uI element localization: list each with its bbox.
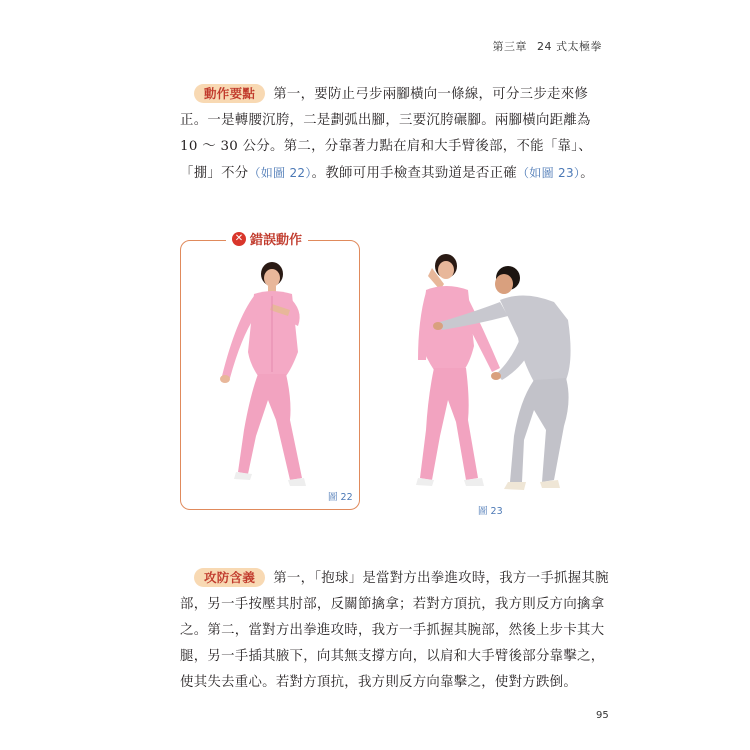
key-points-paragraph: [180, 82, 610, 187]
chapter-label: 第三章: [492, 40, 527, 53]
key-points-text-c: 。: [580, 166, 594, 181]
key-points-text-a: 第一，要防止弓步兩腳橫向一條線，可分三步走來修正。一是轉腰沉胯，二是劃弧出腳，三要沉胯碾腳。兩腳橫向距離為 10 ～ 30 公分。第二，分靠著力點在肩和大手臂後部，不能「靠」、「掤」不分: [180, 87, 592, 181]
key-points-text-b: 。教師可用手檢查其勁道是否正確: [311, 166, 517, 181]
figure-23-photo: [404, 250, 594, 500]
wrong-action-label: 錯誤動作: [250, 233, 303, 248]
figure-ref-22[interactable]: （如圖 22）: [248, 166, 312, 180]
x-circle-icon: ✕: [232, 232, 246, 246]
attack-defense-tag: 攻防含義: [194, 568, 265, 587]
chapter-title: 24 式太極拳: [537, 40, 602, 53]
page-number: 95: [596, 710, 609, 721]
figure-22-label: 圖 22: [328, 492, 353, 503]
attack-defense-paragraph: [180, 566, 610, 696]
running-header: [493, 38, 603, 54]
figure-ref-23[interactable]: （如圖 23）: [517, 166, 581, 180]
attack-defense-text: 第一，「抱球」是當對方出拳進攻時，我方一手抓握其腕部，另一手按壓其肘部，反關節擒拿；若對方頂抗，我方則反方向擒拿之。第二，當對方出拳進攻時，我方一手抓握其腕部，然後上步卡其大腿，另一手插其腋下，向其無支撐方向，以肩和大手臂後部分靠擊之，使其失去重心。若對方頂抗，我方則反方向靠擊之，使對方跌倒。: [180, 571, 609, 690]
figure-22-photo: [212, 260, 322, 498]
figure-23-label: 圖 23: [478, 506, 503, 517]
wrong-action-title: [226, 229, 308, 248]
key-points-tag: 動作要點: [194, 84, 265, 103]
